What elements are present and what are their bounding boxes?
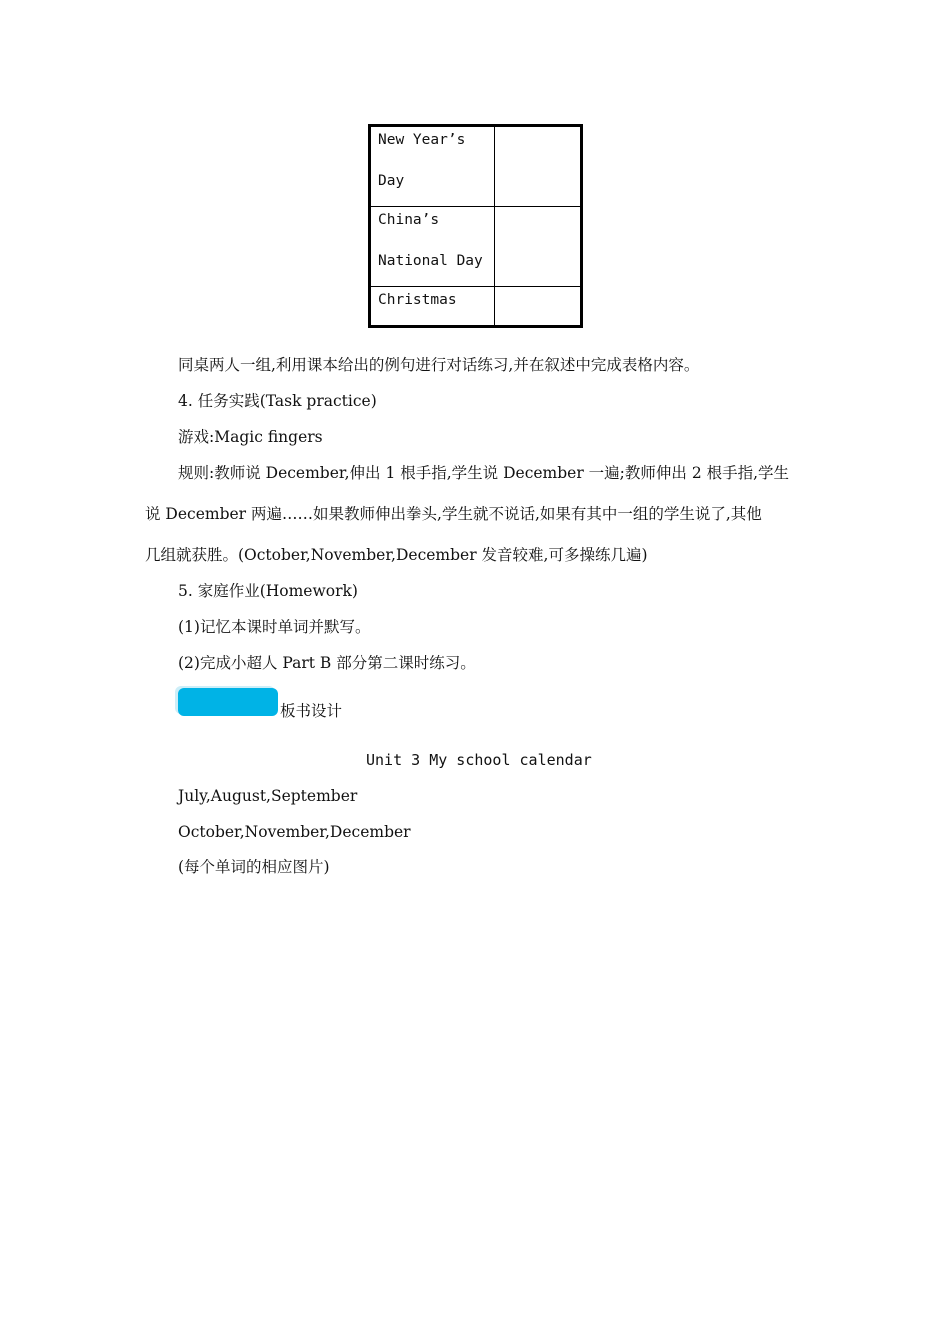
table-row <box>370 287 582 327</box>
holiday-name-line: China’s <box>378 212 440 228</box>
rules-text-line: 说 December 两遍……如果教师伸出拳头,学生就不说话,如果有其中一组的学生说了,其他 <box>145 505 762 523</box>
holiday-name-cell <box>370 126 495 207</box>
table-row <box>370 126 582 207</box>
board-line: October,November,December <box>178 823 411 841</box>
answer-cell <box>495 126 582 207</box>
game-name: 游戏:Magic fingers <box>178 428 323 446</box>
pair-practice-text: 同桌两人一组,利用课本给出的例句进行对话练习,并在叙述中完成表格内容。 <box>178 356 700 374</box>
table-row <box>370 207 582 287</box>
section5-heading: 5. 家庭作业(Homework) <box>178 582 358 600</box>
board-title: Unit 3 My school calendar <box>366 751 592 769</box>
holiday-table <box>368 124 583 328</box>
section4-heading: 4. 任务实践(Task practice) <box>178 392 377 410</box>
homework-item: (2)完成小超人 Part B 部分第二课时练习。 <box>178 654 476 672</box>
holiday-name-cell <box>370 207 495 287</box>
holiday-name-line: Day <box>378 173 405 189</box>
board-design-label: 板书设计 <box>280 702 343 720</box>
rules-text-line: 规则:教师说 December,伸出 1 根手指,学生说 December 一遍;教师伸出 2 根手指,学生 <box>178 464 790 482</box>
holiday-name-line: New Year’s <box>378 132 466 148</box>
holiday-name-line: Christmas <box>378 292 457 308</box>
section-badge <box>178 688 278 716</box>
board-note: (每个单词的相应图片) <box>178 858 330 876</box>
holiday-name-line: National Day <box>378 253 483 269</box>
board-line: July,August,September <box>178 787 358 805</box>
answer-cell <box>495 207 582 287</box>
rules-text-line: 几组就获胜。(October,November,December 发音较难,可多操练几遍) <box>145 546 648 564</box>
homework-item: (1)记忆本课时单词并默写。 <box>178 618 371 636</box>
answer-cell <box>495 287 582 327</box>
holiday-name-cell <box>370 287 495 327</box>
